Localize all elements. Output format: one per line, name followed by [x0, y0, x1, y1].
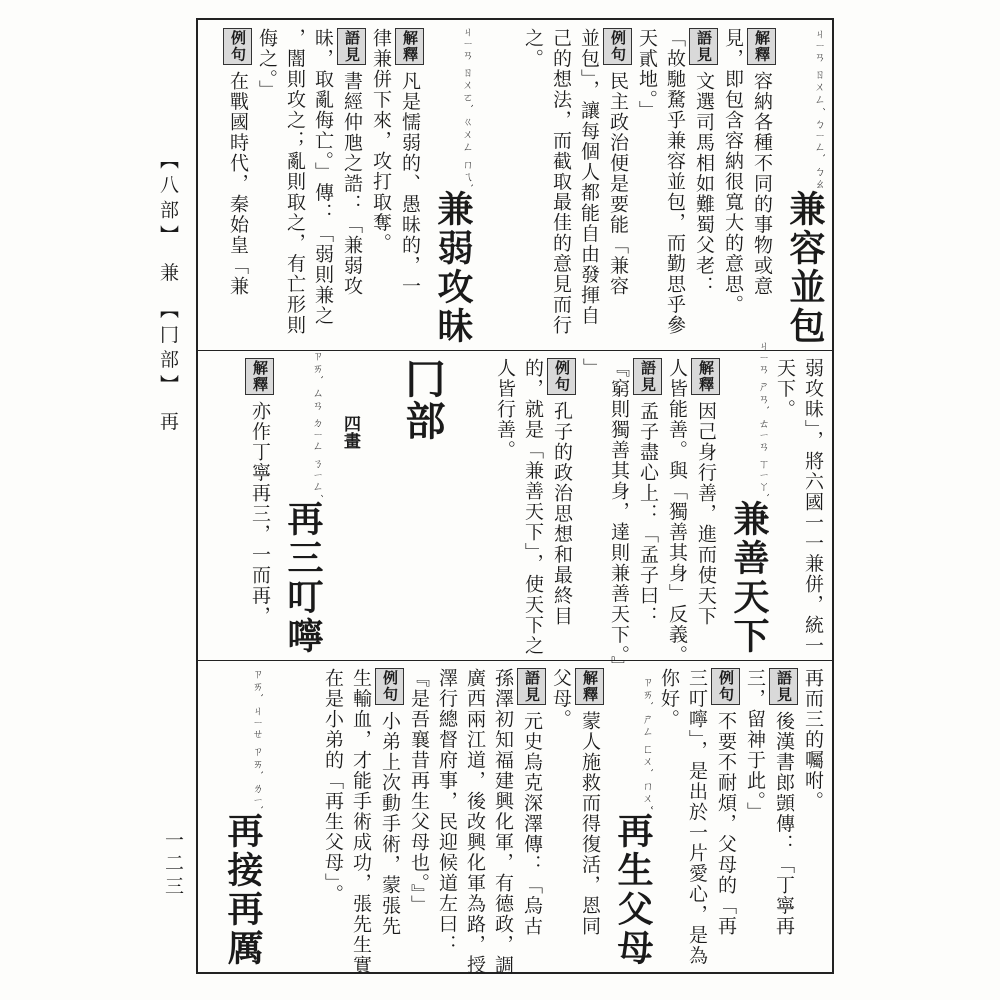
- headword: 再接再厲: [222, 812, 264, 968]
- content-frame: [196, 18, 834, 974]
- zhuyin: ㄐㄧㄢ ㄕㄢˋ ㄊㄧㄢ ㄒㄧㄚˋ: [757, 340, 770, 500]
- zhuyin: ㄗㄞˋ ㄕㄥ ㄈㄨˋ ㄇㄨˇ: [641, 676, 654, 812]
- row-divider-1: [198, 350, 832, 351]
- zhuyin: ㄐㄧㄢ ㄖㄨㄛˋ ㄍㄨㄥ ㄇㄟˋ: [461, 25, 474, 190]
- radical-title: 冂部: [399, 358, 446, 442]
- headword: 兼弱攻昧: [432, 190, 474, 346]
- row-divider-2: [198, 660, 832, 661]
- headword: 兼容並包: [784, 190, 826, 346]
- entry-zai-sheng: 再而三的囑咐。 語見後漢書郎顗傳：「丁寧再 三，留神于此。」 例句不要不耐煩，父母的「再 三叮嚀」，是出於一片愛心，是為 你好。 再生父母 ㄗㄞˋ ㄕㄥ ㄈㄨˋ ㄇㄨˇ 解釋蒙人施救而得復活，恩同 父母。 語見元史烏克深澤傳：「烏古 孫澤初知福建興化軍，有德政，調 廣西兩江道，後改興化軍為路，授 澤行總督府事，民迎候道左曰： 『是吾襄昔再生父母也。』」 例句小弟上次動手術，蒙張先 生輸血，才能手術成功，張先生實 在是小弟的「再生父母」。: [322, 668, 824, 976]
- headword: 兼善天下: [728, 500, 770, 656]
- headword: 再三叮嚀: [282, 500, 324, 656]
- side-index: 【八部】 兼 【冂部】 再: [157, 150, 179, 437]
- page-number: 一二三: [162, 830, 184, 899]
- entry-jian-ruo: 兼弱攻昧 ㄐㄧㄢ ㄖㄨㄛˋ ㄍㄨㄥ ㄇㄟˋ 解釋凡是懦弱的、愚昧的，一 律兼併下來，攻打取奪。 語見書經仲虺之誥：「兼弱攻 昧，取亂侮亡。」傳：「弱則兼之 ，闇則攻之；亂則取之，有亡形則 侮之。」 例句在戰國時代，秦始皇「兼: [204, 28, 474, 346]
- zhuyin: ㄐㄧㄢ ㄖㄨㄥˊ ㄅㄧㄥˋ ㄅㄠ: [813, 27, 826, 190]
- entry-jian-shan: 弱攻昧」，將六國一一兼併，統一 天下。 兼善天下 ㄐㄧㄢ ㄕㄢˋ ㄊㄧㄢ ㄒㄧㄚˋ 解釋因己身行善，進而使天下 人皆能善。與「獨善其身」反義。 語見孟子盡心上：「孟子曰： 『窮則獨善其身，達則兼善天下。』 」 例句孔子的政治思想和最終目 的，就是「兼善天下」，使天下之 人皆行善。: [494, 340, 824, 677]
- explain-tag: 解釋: [747, 28, 776, 65]
- headword: 再生父母: [612, 812, 654, 968]
- entry-zai-san: 再三叮嚀 ㄗㄞˋ ㄙㄢ ㄉㄧㄥ ㄋㄧㄥˊ 解釋亦作丁寧再三，一而再，: [204, 358, 324, 656]
- entry-jian-rong: 兼容並包 ㄐㄧㄢ ㄖㄨㄥˊ ㄅㄧㄥˋ ㄅㄠ 解釋容納各種不同的事物或意 見，即包含容納很寬大的意思。 語見文選司馬相如難蜀父老： 「故馳騖乎兼容並包，而勤思乎參 天貳地。」 例句民主政治便是要能「兼容 並包」，讓每個人都能自由發揮自 己的想法，而截取最佳的意見而行 之。: [522, 27, 826, 346]
- source-tag: 語見: [689, 28, 718, 65]
- zhuyin: ㄗㄞˋ ㄐㄧㄝ ㄗㄞˋ ㄌㄧˋ: [251, 667, 264, 812]
- zhuyin: ㄗㄞˋ ㄙㄢ ㄉㄧㄥ ㄋㄧㄥˊ: [311, 350, 324, 500]
- stroke-count-label: 四畫: [340, 415, 360, 449]
- example-tag: 例句: [603, 28, 632, 65]
- entry-zai-jie: [204, 668, 264, 968]
